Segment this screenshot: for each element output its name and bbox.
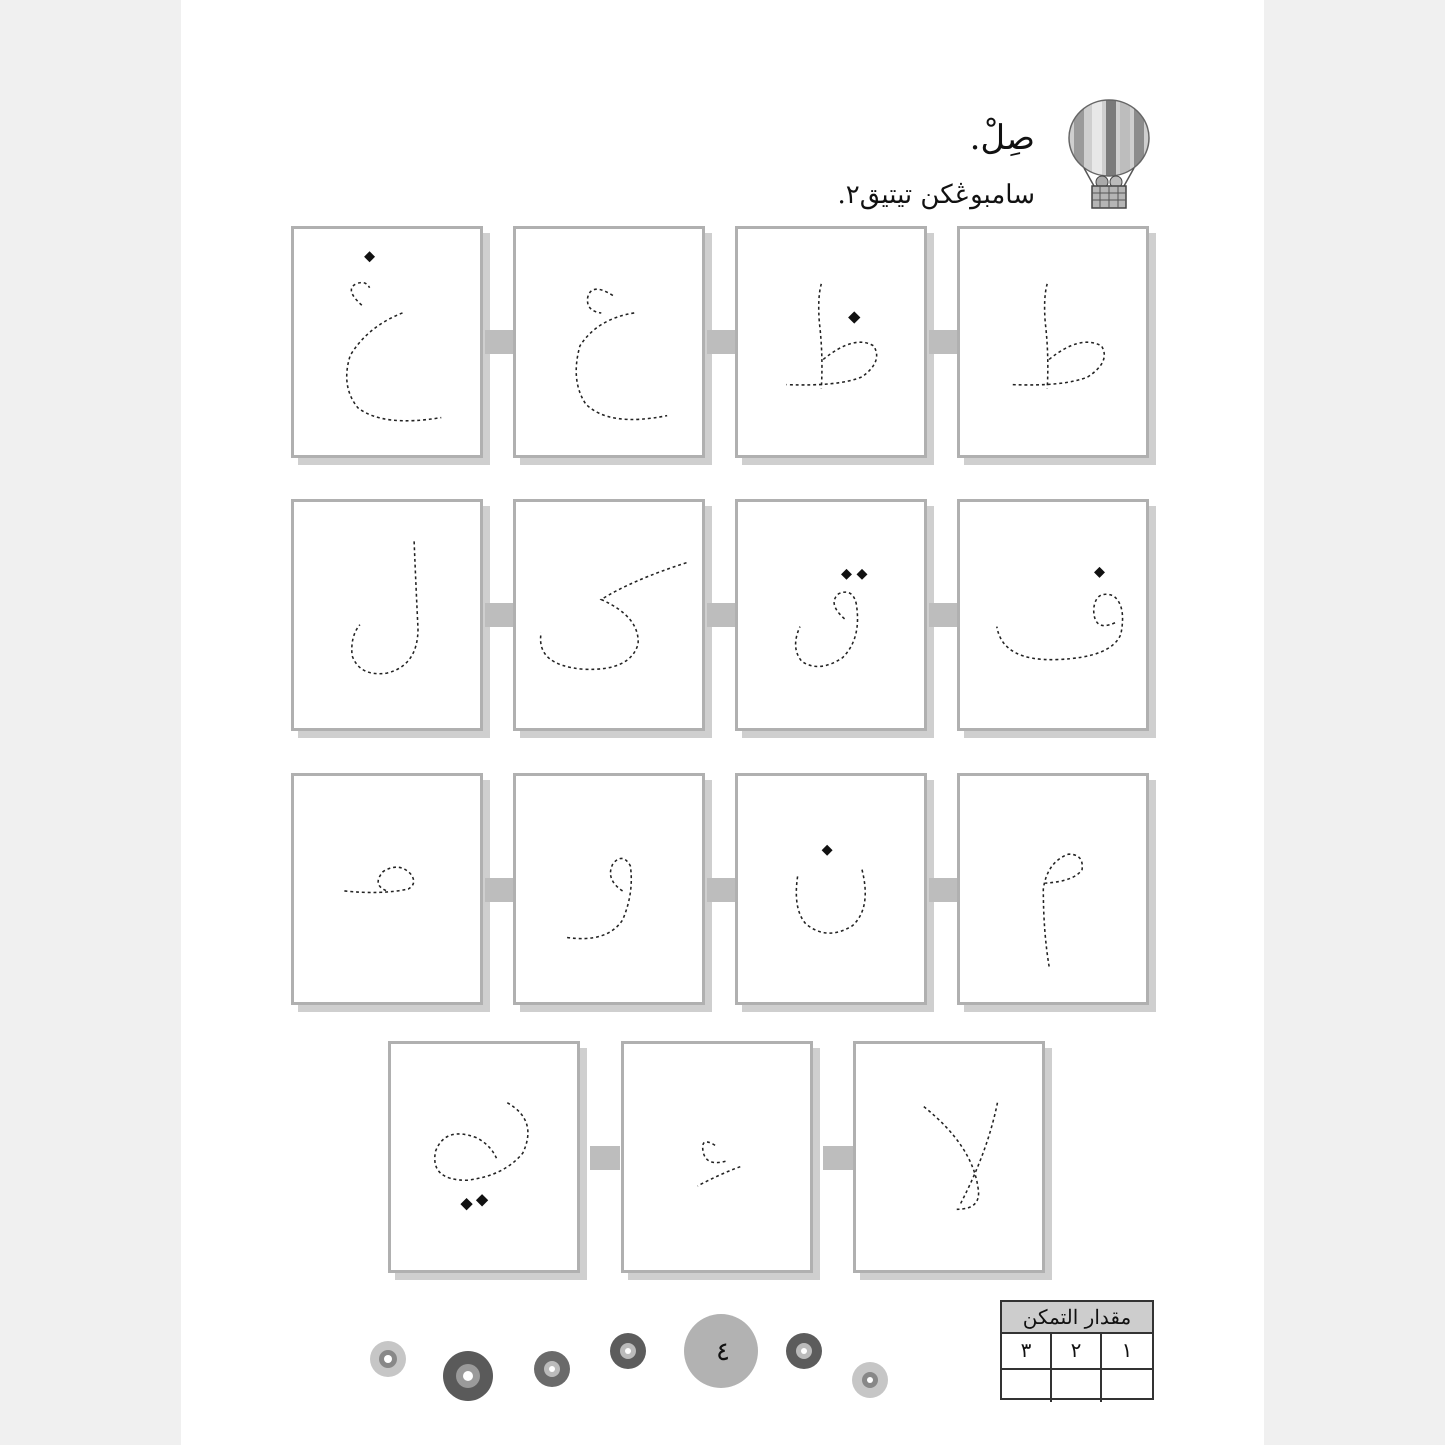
flower-icon xyxy=(852,1362,888,1398)
activity-title: صِلْ. xyxy=(969,118,1035,158)
flower-icon xyxy=(610,1333,646,1369)
mastery-level-1: ١ xyxy=(1121,1338,1133,1362)
page-number: ٤ xyxy=(716,1337,730,1367)
activity-instruction: سامبوڠكن تيتيق٢. xyxy=(837,180,1035,210)
flower-icon xyxy=(443,1351,493,1401)
mastery-level-3: ٣ xyxy=(1002,1334,1052,1368)
flower-icon xyxy=(534,1351,570,1387)
mastery-table-title: مقدار التمكن xyxy=(1002,1302,1152,1334)
flower-icon xyxy=(786,1333,822,1369)
flower-icon xyxy=(370,1341,406,1377)
mastery-level-2: ٢ xyxy=(1052,1334,1102,1368)
